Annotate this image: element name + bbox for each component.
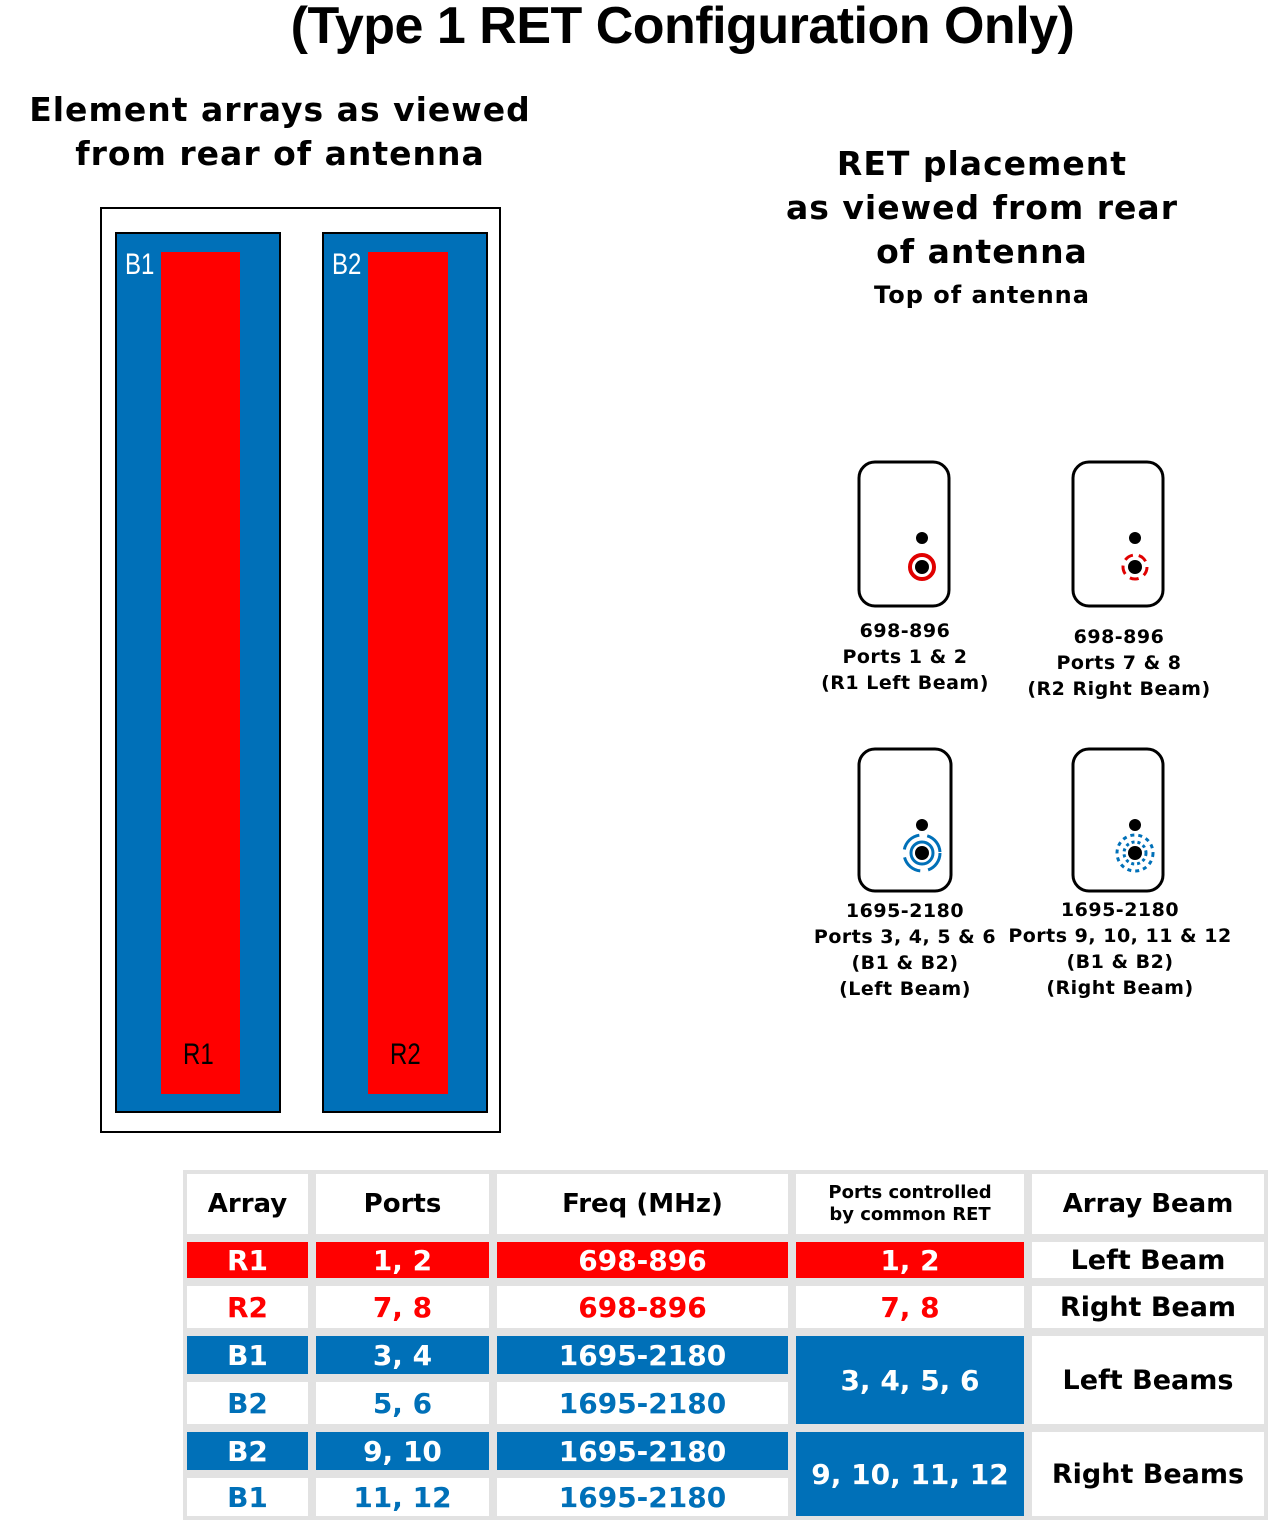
row-ports: 3, 4 — [312, 1332, 493, 1378]
page-title: (Type 1 RET Configuration Only) — [290, 0, 1075, 55]
ret-heading-line3: of antenna — [876, 232, 1088, 271]
header-common-line2: by common RET — [829, 1204, 991, 1225]
row-freq: 698-896 — [493, 1238, 792, 1282]
arrays-heading-line1: Element arrays as viewed — [29, 90, 531, 129]
ret-2-freq: 698-896 — [1073, 626, 1165, 648]
row-freq: 1695-2180 — [493, 1332, 792, 1378]
array-r2 — [368, 252, 448, 1094]
ret-label-3 — [800, 898, 1010, 1002]
row-beam: Right Beams — [1028, 1428, 1268, 1520]
arrays-heading — [0, 88, 560, 176]
ret-unit-b-left — [855, 745, 957, 895]
top-of-antenna-label: Top of antenna — [874, 281, 1090, 309]
table-row — [183, 1332, 1268, 1378]
table-row — [183, 1428, 1268, 1474]
row-freq: 1695-2180 — [493, 1378, 792, 1428]
row-ports: 11, 12 — [312, 1474, 493, 1520]
ret-3-freq: 1695-2180 — [845, 900, 965, 922]
row-ports: 1, 2 — [312, 1238, 493, 1282]
ret-heading-line1: RET placement — [836, 144, 1128, 183]
table-row — [183, 1238, 1268, 1282]
ret-4-freq: 1695-2180 — [1060, 899, 1180, 921]
header-common-line1: Ports controlled — [828, 1182, 992, 1203]
header-freq: Freq (MHz) — [493, 1170, 792, 1238]
ret-4-line4: (Right Beam) — [1046, 977, 1194, 999]
ret-1-beam: (R1 Left Beam) — [821, 672, 989, 694]
row-common: 7, 8 — [792, 1282, 1028, 1332]
row-array: R1 — [183, 1238, 312, 1282]
row-array: B1 — [183, 1474, 312, 1520]
array-r1 — [161, 252, 240, 1094]
header-common-ret — [792, 1170, 1028, 1238]
row-common: 9, 10, 11, 12 — [792, 1428, 1028, 1520]
ret-4-beam: (B1 & B2) — [1066, 951, 1174, 973]
table-row — [183, 1282, 1268, 1332]
port-table — [183, 1170, 1268, 1520]
ret-4-ports: Ports 9, 10, 11 & 12 — [1008, 925, 1232, 947]
ret-1-ports: Ports 1 & 2 — [842, 646, 968, 668]
ret-2-beam: (R2 Right Beam) — [1027, 678, 1211, 700]
ret-2-ports: Ports 7 & 8 — [1056, 652, 1182, 674]
row-freq: 1695-2180 — [493, 1474, 792, 1520]
row-ports: 9, 10 — [312, 1428, 493, 1474]
row-beam: Right Beam — [1028, 1282, 1268, 1332]
array-b1-label: B1 — [125, 248, 155, 281]
header-beam: Array Beam — [1028, 1170, 1268, 1238]
ret-3-beam: (B1 & B2) — [851, 952, 959, 974]
row-freq: 698-896 — [493, 1282, 792, 1332]
ret-1-freq: 698-896 — [859, 620, 951, 642]
array-r1-label: R1 — [183, 1038, 214, 1071]
row-array: B2 — [183, 1378, 312, 1428]
ret-3-line4: (Left Beam) — [839, 978, 971, 1000]
ret-heading — [762, 142, 1202, 274]
ret-heading-line2: as viewed from rear — [786, 188, 1178, 227]
row-common: 3, 4, 5, 6 — [792, 1332, 1028, 1428]
ret-unit-b-right — [1069, 745, 1169, 895]
array-b2-label: B2 — [332, 248, 362, 281]
ret-unit-r2-right — [1069, 458, 1169, 610]
row-array: R2 — [183, 1282, 312, 1332]
table-header-row — [183, 1170, 1268, 1238]
ret-3-ports: Ports 3, 4, 5 & 6 — [813, 926, 997, 948]
header-ports: Ports — [312, 1170, 493, 1238]
arrays-heading-line2: from rear of antenna — [75, 134, 485, 173]
row-array: B1 — [183, 1332, 312, 1378]
connector-dot — [916, 532, 928, 544]
row-beam: Left Beam — [1028, 1238, 1268, 1282]
ret-label-2 — [1008, 624, 1230, 702]
row-ports: 7, 8 — [312, 1282, 493, 1332]
ret-label-1 — [805, 618, 1005, 696]
array-r2-label: R2 — [390, 1038, 421, 1071]
row-beam: Left Beams — [1028, 1332, 1268, 1428]
row-ports: 5, 6 — [312, 1378, 493, 1428]
header-array: Array — [183, 1170, 312, 1238]
row-common: 1, 2 — [792, 1238, 1028, 1282]
row-array: B2 — [183, 1428, 312, 1474]
row-freq: 1695-2180 — [493, 1428, 792, 1474]
ret-unit-r1-left — [855, 458, 955, 610]
ret-label-4 — [1004, 897, 1236, 1001]
